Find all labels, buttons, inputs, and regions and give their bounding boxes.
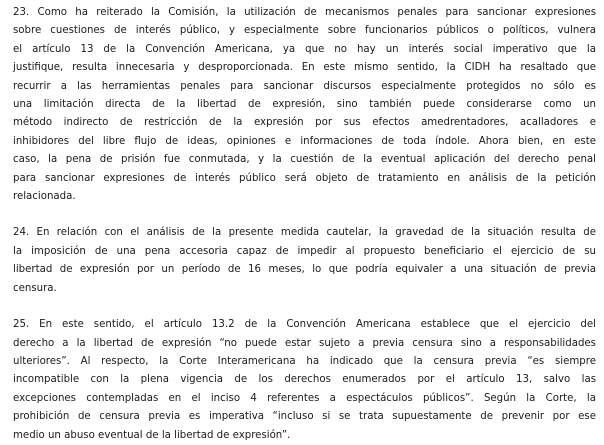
paragraph-line: 23. Como ha reiterado la Comisión, la utilización de mecanismos penales para sancionar expresiones (13, 7, 596, 18)
paragraph-line: prohibición de censura previa es imperativa “incluso si se trata supuestamente de prevenir por ese (13, 411, 596, 423)
paragraph-line: incompatible con la plena vigencia de los derechos enumerados por el artículo 13, salvo las (13, 374, 596, 386)
paragraph-line: justifique, resulta innecesaria y desproporcionada. En este mismo sentido, la CIDH ha resaltado que (13, 62, 596, 74)
paragraph-line: una limitación directa de la libertad de expresión, sino también puede considerarse como un (13, 99, 596, 111)
paragraph-line: sobre cuestiones de interés público, y especialmente sobre funcionarios públicos o políticos, vulnera (13, 25, 596, 37)
paragraph-line: el artículo 13 de la Convención Americana, ya que no hay un interés social imperativo que la (13, 43, 596, 55)
paragraph-line: 25. En este sentido, el artículo 13.2 de la Convención Americana establece que el ejercicio del (13, 319, 596, 331)
paragraph-line: libertad de expresión por un período de 16 meses, lo que podría equivaler a una situación de previa (13, 264, 596, 276)
paragraph-line: medio un abuso eventual de la libertad de expresión”. (13, 429, 291, 441)
paragraph-line: inhibidores del libre flujo de ideas, opiniones e informaciones de toda índole. Ahora bien, en este (13, 135, 596, 147)
paragraph-line: ulteriores”. Al respecto, la Corte Interamericana ha indicado que la censura previa “es siempre (13, 355, 596, 367)
paragraph-line: relacionada. (13, 191, 76, 203)
paragraph-24 (13, 224, 596, 298)
paragraph-line: para sancionar expresiones de interés público será objeto de tratamiento en análisis de la petición (13, 172, 596, 184)
paragraph-line: método indirecto de restricción de la expresión por sus efectos amedrentadores, acalladores e (13, 117, 596, 129)
paragraph-23 (13, 4, 596, 206)
paragraph-line: excepciones contempladas en el inciso 4 referentes a espectáculos públicos”. Según la Corte, la (13, 392, 596, 404)
paragraph-line: la imposición de una pena accesoria capaz de impedir al propuesto beneficiario el ejercicio de su (13, 245, 596, 257)
paragraph-line: 24. En relación con el análisis de la presente medida cautelar, la gravedad de la situación resulta de (13, 227, 596, 239)
paragraph-25 (13, 316, 596, 445)
paragraph-line: caso, la pena de prisión fue conmutada, y la cuestión de la eventual aplicación del derecho penal (13, 154, 596, 166)
paragraph-line: derecho a la libertad de expresión “no puede estar sujeto a previa censura sino a responsabilidades (13, 337, 596, 349)
paragraph-line: recurrir a las herramientas penales para sancionar discursos especialmente protegidos no sólo es (13, 80, 596, 92)
paragraph-line: censura. (13, 282, 57, 294)
